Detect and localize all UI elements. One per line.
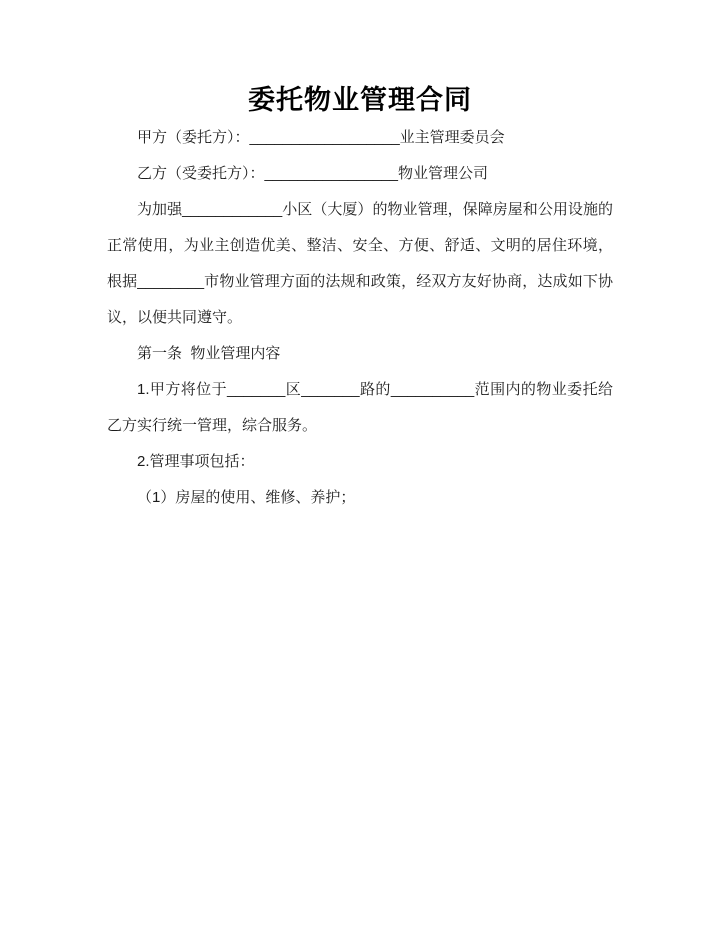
party-a-line: 甲方（委托方）：__________________业主管理委员会 <box>137 129 505 146</box>
section-1-heading: 第一条 物业管理内容 <box>137 345 281 362</box>
preamble-paragraph: 为加强____________小区（大厦）的物业管理，保障房屋和公用设施的正常使用，为业主创造优美、整洁、安全、方便、舒适、文明的居住环境，根据________市物业管理方面的法规和政策，经双方友好协商，达成如下协议，以便共同遵守。 <box>107 201 613 326</box>
clause-1: 1.甲方将位于_______区_______路的__________范围内的物业委托给乙方实行统一管理，综合服务。 <box>107 381 613 434</box>
clause-2-item-1: （1）房屋的使用、维修、养护； <box>137 489 356 506</box>
party-b-line: 乙方（受委托方）：________________物业管理公司 <box>137 165 488 182</box>
clause-2: 2.管理事项包括： <box>137 453 255 470</box>
document-title: 委托物业管理合同 <box>248 85 472 115</box>
